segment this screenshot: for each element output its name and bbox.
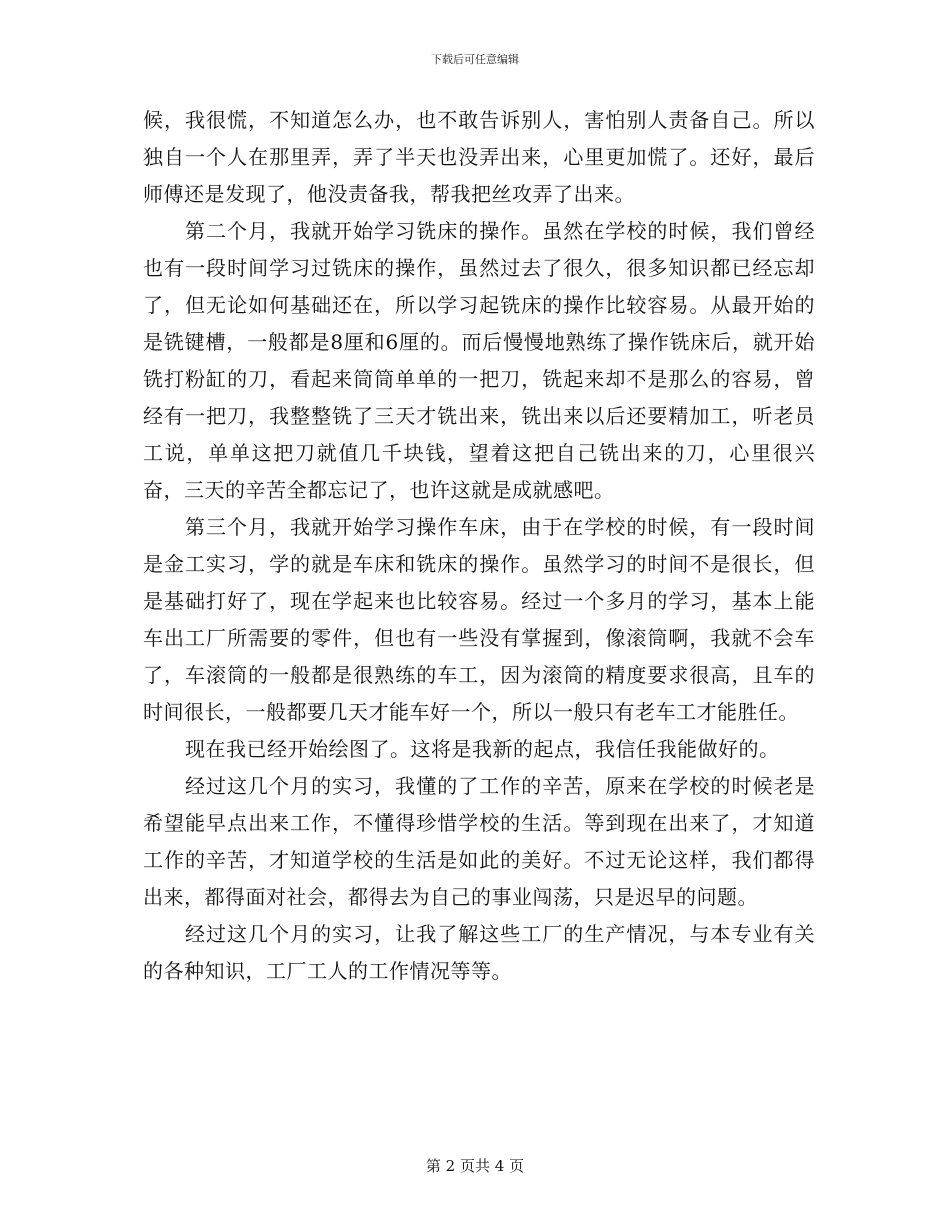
page-number: 第 2 页共 4 页 xyxy=(425,1157,525,1175)
paragraph: 经过这几个月的实习，让我了解这些工厂的生产情况，与本专业有关的各种知识，工厂工人的工作情况等等。 xyxy=(143,922,815,983)
body-text xyxy=(143,102,815,990)
header-note: 下载后可任意编辑 xyxy=(431,53,519,66)
paragraph: 第三个月，我就开始学习操作车床，由于在学校的时候，有一段时间是金工实习，学的就是车床和铣床的操作。虽然学习的时间不是很长，但是基础打好了，现在学起来也比较容易。经过一个多月的学习，基本上能车出工厂所需要的零件，但也有一些没有掌握到，像滚筒啊，我就不会车了，车滚筒的一般都是很熟练的车工，因为滚筒的精度要求很高，且车的时间很长，一般都要几天才能车好一个，所以一般只有老车工才能胜任。 xyxy=(143,515,815,724)
paragraph: 第二个月，我就开始学习铣床的操作。虽然在学校的时候，我们曾经也有一段时间学习过铣床的操作，虽然过去了很久，很多知识都已经忘却了，但无论如何基础还在，所以学习起铣床的操作比较容易。从最开始的是铣键槽，一般都是8厘和6厘的。而后慢慢地熟练了操作铣床后，就开始铣打粉缸的刀，看起来筒筒单单的一把刀，铣起来却不是那么的容易，曾经有一把刀，我整整铣了三天才铣出来，铣出来以后还要精加工，听老员工说，单单这把刀就值几千块钱，望着这把自己铣出来的刀，心里很兴奋，三天的辛苦全都忘记了，也许这就是成就感吧。 xyxy=(143,219,815,502)
paragraph: 经过这几个月的实习，我懂的了工作的辛苦，原来在学校的时候老是希望能早点出来工作，不懂得珍惜学校的生活。等到现在出来了，才知道工作的辛苦，才知道学校的生活是如此的美好。不过无论这样，我们都得出来，都得面对社会，都得去为自己的事业闯荡，只是迟早的问题。 xyxy=(143,774,815,909)
paragraph: 候，我很慌，不知道怎么办，也不敢告诉别人，害怕别人责备自己。所以独自一个人在那里弄，弄了半天也没弄出来，心里更加慌了。还好，最后师傅还是发现了，他没责备我，帮我把丝攻弄了出来。 xyxy=(143,108,815,206)
paragraph: 现在我已经开始绘图了。这将是我新的起点，我信任我能做好的。 xyxy=(185,737,780,761)
